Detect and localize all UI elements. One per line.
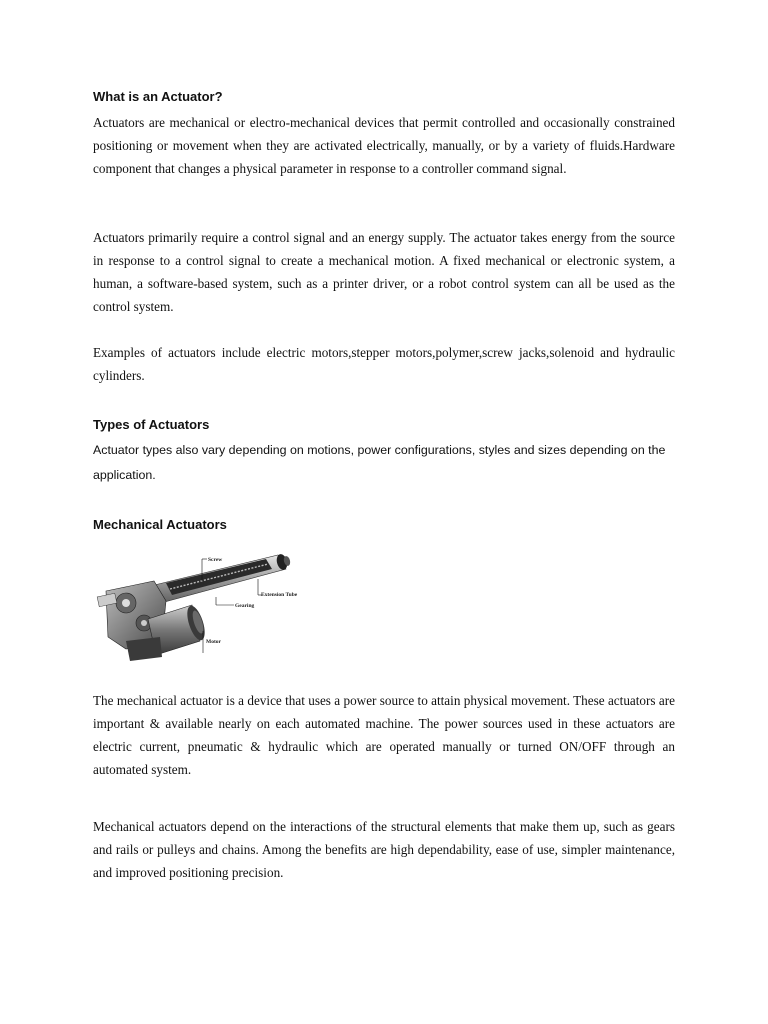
paragraph-mechanical-definition: The mechanical actuator is a device that uses a power source to attain physical movement. These actuators are important & available nearly on each automated machine. The power sources used in these actuators are electric current, pneumatic & hydraulic which are operated manually or turned ON/OFF through an automated system.: [93, 693, 675, 777]
label-extension-tube: Extension Tube: [261, 592, 298, 598]
heading-what-is-actuator: What is an Actuator?: [93, 89, 223, 104]
label-motor: Motor: [206, 639, 221, 645]
label-gearing: Gearing: [235, 603, 255, 609]
heading-mechanical-actuators: Mechanical Actuators: [93, 517, 227, 532]
paragraph-examples: Examples of actuators include electric motors,stepper motors,polymer,screw jacks,solenoid and hydraulic cylinders.: [93, 345, 675, 383]
heading-types-of-actuators: Types of Actuators: [93, 417, 210, 432]
paragraph-definition: Actuators are mechanical or electro-mechanical devices that permit controlled and occasionally constrained positioning or movement when they are activated electrically, manually, or by a variety of fluids.Hardware component that changes a physical parameter in response to a controller command signal.: [93, 115, 675, 176]
label-screw: Screw: [208, 557, 223, 563]
mechanical-actuator-diagram: [96, 541, 306, 666]
paragraph-control-signal: Actuators primarily require a control signal and an energy supply. The actuator takes energy from the source in response to a control signal to create a mechanical motion. A fixed mechanical or electronic system, a human, a software-based system, such as a printer driver, or a robot control system can all be used as the control system.: [93, 230, 675, 314]
paragraph-mechanical-benefits: Mechanical actuators depend on the interactions of the structural elements that make them up, such as gears and rails or pulleys and chains. Among the benefits are high dependability, ease of use, simpler maintenance, and improved positioning precision.: [93, 819, 675, 880]
paragraph-types: Actuator types also vary depending on motions, power configurations, styles and sizes depending on the application.: [93, 443, 666, 482]
